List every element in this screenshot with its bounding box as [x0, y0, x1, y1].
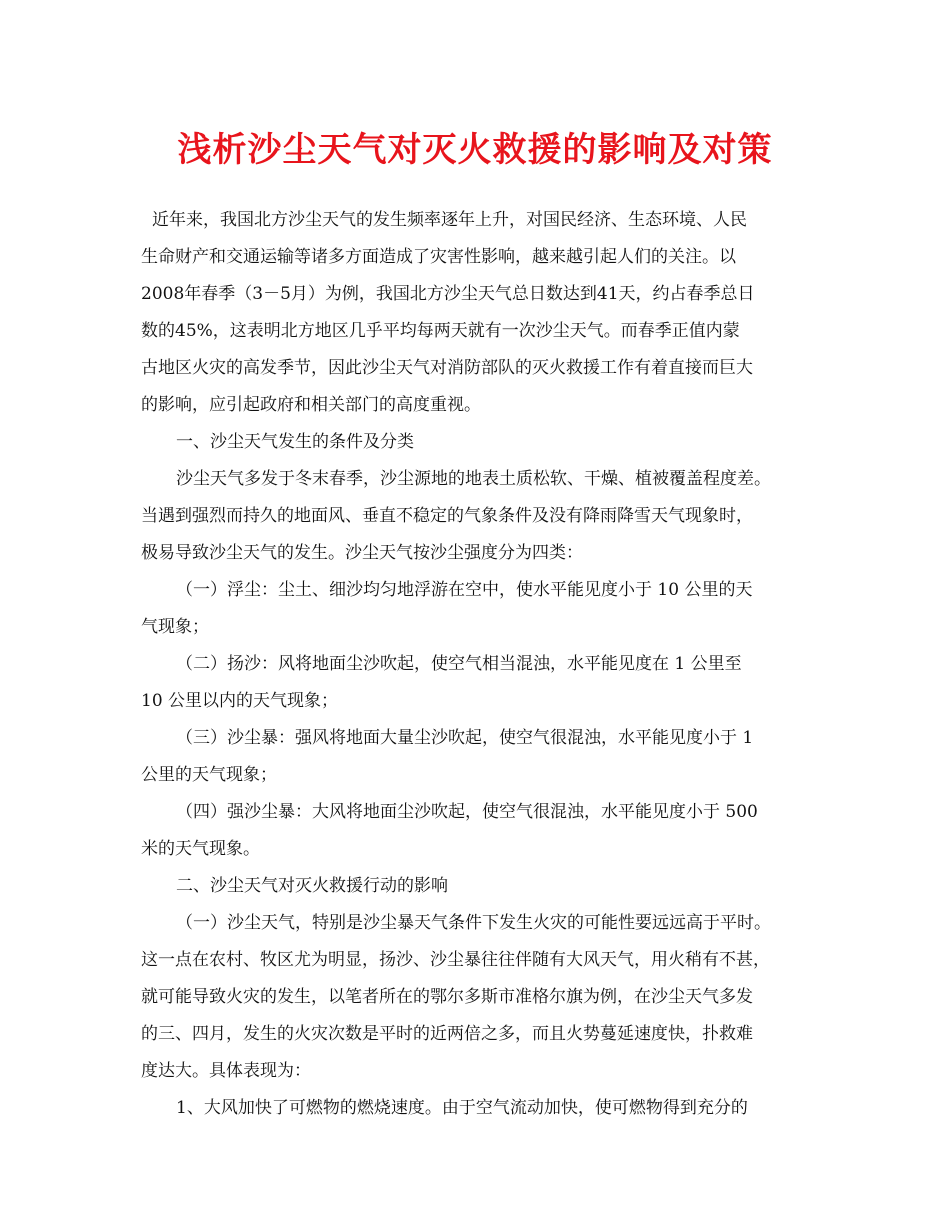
paragraph-line: 数的45%，这表明北方地区几乎平均每两天就有一次沙尘天气。而春季正值内蒙 [141, 321, 740, 341]
paragraph-line: 当遇到强烈而持久的地面风、垂直不稳定的气象条件及没有降雨降雪天气现象时， [141, 506, 753, 526]
paragraph-line: 米的天气现象。 [141, 839, 260, 859]
list-item: （四）强沙尘暴：大风将地面尘沙吹起，使空气很混浊，水平能见度小于 500 [176, 802, 758, 822]
paragraph-line: 极易导致沙尘天气的发生。沙尘天气按沙尘强度分为四类： [141, 543, 583, 563]
paragraph-line: 生命财产和交通运输等诸多方面造成了灾害性影响，越来越引起人们的关注。以 [141, 247, 736, 267]
paragraph-line: 就可能导致火灾的发生，以笔者所在的鄂尔多斯市准格尔旗为例，在沙尘天气多发 [141, 987, 753, 1007]
paragraph-line: 的影响，应引起政府和相关部门的高度重视。 [141, 395, 481, 415]
paragraph-line: 近年来，我国北方沙尘天气的发生频率逐年上升，对国民经济、生态环境、人民 [152, 210, 747, 230]
paragraph-line: 古地区火灾的高发季节，因此沙尘天气对消防部队的灭火救援工作有着直接而巨大 [141, 358, 753, 378]
paragraph-line: 这一点在农村、牧区尤为明显，扬沙、沙尘暴往往伴随有大风天气，用火稍有不甚， [141, 950, 770, 970]
paragraph-line: 公里的天气现象； [141, 765, 277, 785]
list-item: （一）沙尘天气，特别是沙尘暴天气条件下发生火灾的可能性要远远高于平时。 [176, 913, 771, 933]
paragraph-line: 沙尘天气多发于冬末春季，沙尘源地的地表土质松软、干燥、植被覆盖程度差。 [176, 469, 771, 489]
paragraph-line: 度达大。具体表现为： [141, 1061, 311, 1081]
section-heading: 一、沙尘天气发生的条件及分类 [176, 432, 414, 452]
list-item: （一）浮尘：尘土、细沙均匀地浮游在空中，使水平能见度小于 10 公里的天 [176, 580, 753, 600]
paragraph-line: 10 公里以内的天气现象； [141, 691, 339, 711]
paragraph-line: 2008年春季（3－5月）为例，我国北方沙尘天气总日数达到41天，约占春季总日 [141, 284, 755, 304]
paragraph-line: 气现象； [141, 617, 209, 637]
list-item: 1、大风加快了可燃物的燃烧速度。由于空气流动加快，使可燃物得到充分的 [176, 1098, 748, 1118]
list-item: （三）沙尘暴：强风将地面大量尘沙吹起，使空气很混浊，水平能见度小于 1 [176, 728, 754, 748]
paragraph-line: 的三、四月，发生的火灾次数是平时的近两倍之多，而且火势蔓延速度快，扑救难 [141, 1024, 753, 1044]
document-title: 浅析沙尘天气对灭火救援的影响及对策 [177, 130, 773, 170]
list-item: （二）扬沙：风将地面尘沙吹起，使空气相当混浊，水平能见度在 1 公里至 [176, 654, 742, 674]
section-heading: 二、沙尘天气对灭火救援行动的影响 [176, 876, 448, 896]
